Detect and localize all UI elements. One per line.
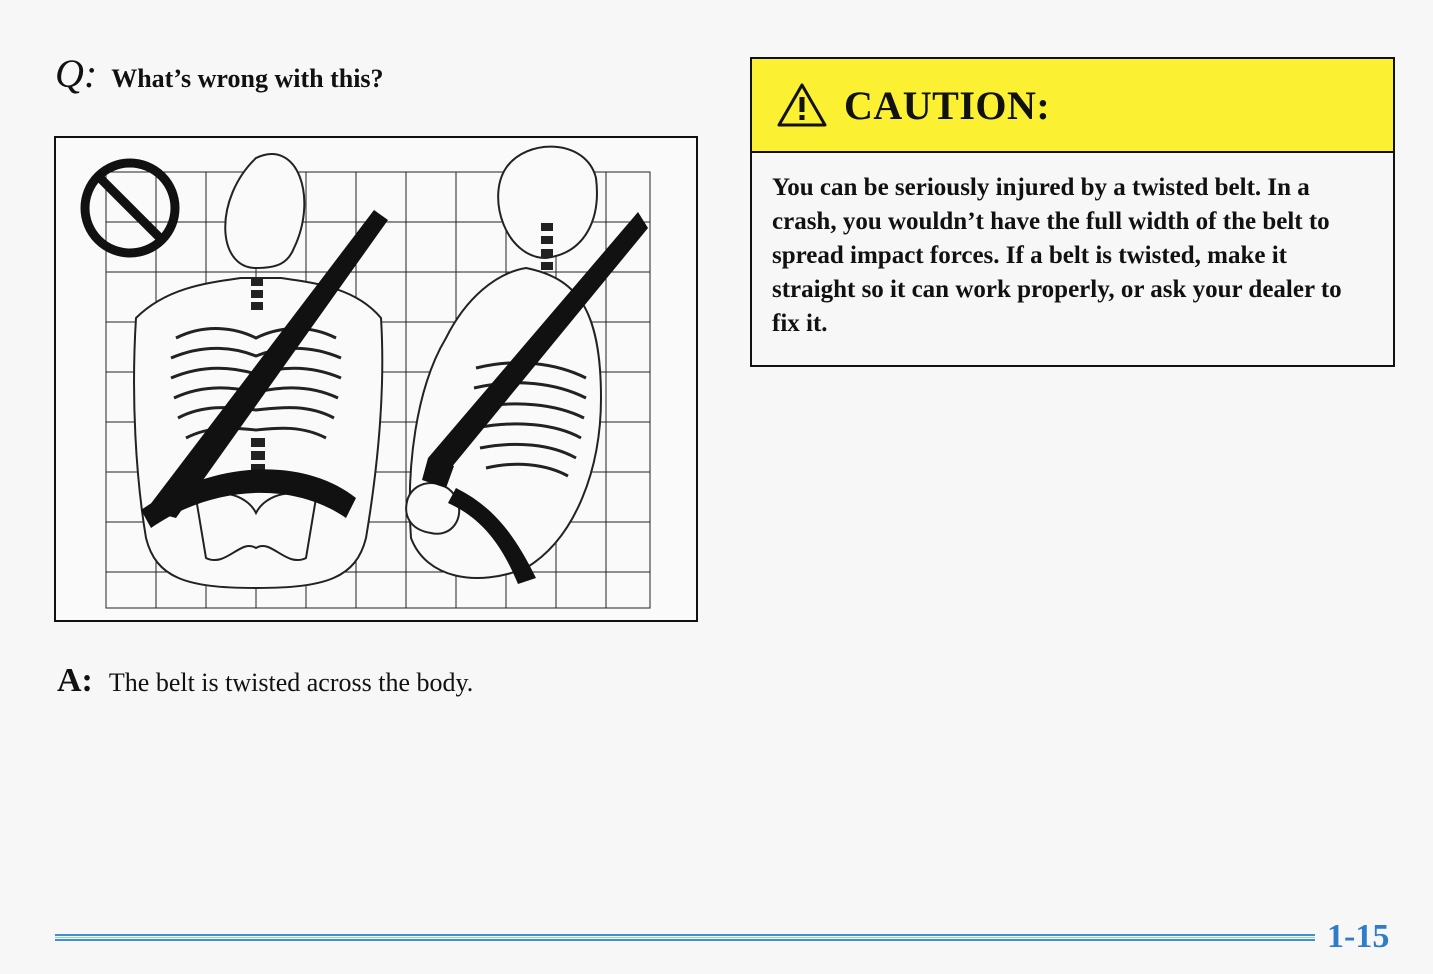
answer-mark-label: A: — [57, 662, 93, 699]
question-line — [55, 50, 384, 97]
skeleton-belt-drawing — [56, 138, 696, 620]
page-number: 1-15 — [1327, 918, 1390, 955]
caution-title: CAUTION: — [844, 82, 1051, 128]
seatbelt-illustration — [54, 136, 698, 622]
answer-text: The belt is twisted across the body. — [108, 668, 474, 697]
question-mark-label: Q: — [55, 51, 98, 96]
caution-body-text: You can be seriously injured by a twisted belt. In a crash, you wouldn’t have the full width of the belt to spread impact forces. If a belt is twisted, make it straight so it can work properly, or ask your dealer to fix it. — [772, 174, 1342, 337]
caution-box — [750, 57, 1395, 367]
footer-rule — [55, 934, 1315, 941]
prohibition-icon — [85, 163, 175, 253]
warning-triangle-icon — [776, 82, 828, 128]
side-view-figure — [406, 147, 648, 584]
caution-header — [752, 59, 1393, 153]
question-text: What’s wrong with this? — [111, 64, 384, 93]
answer-line — [57, 662, 473, 700]
